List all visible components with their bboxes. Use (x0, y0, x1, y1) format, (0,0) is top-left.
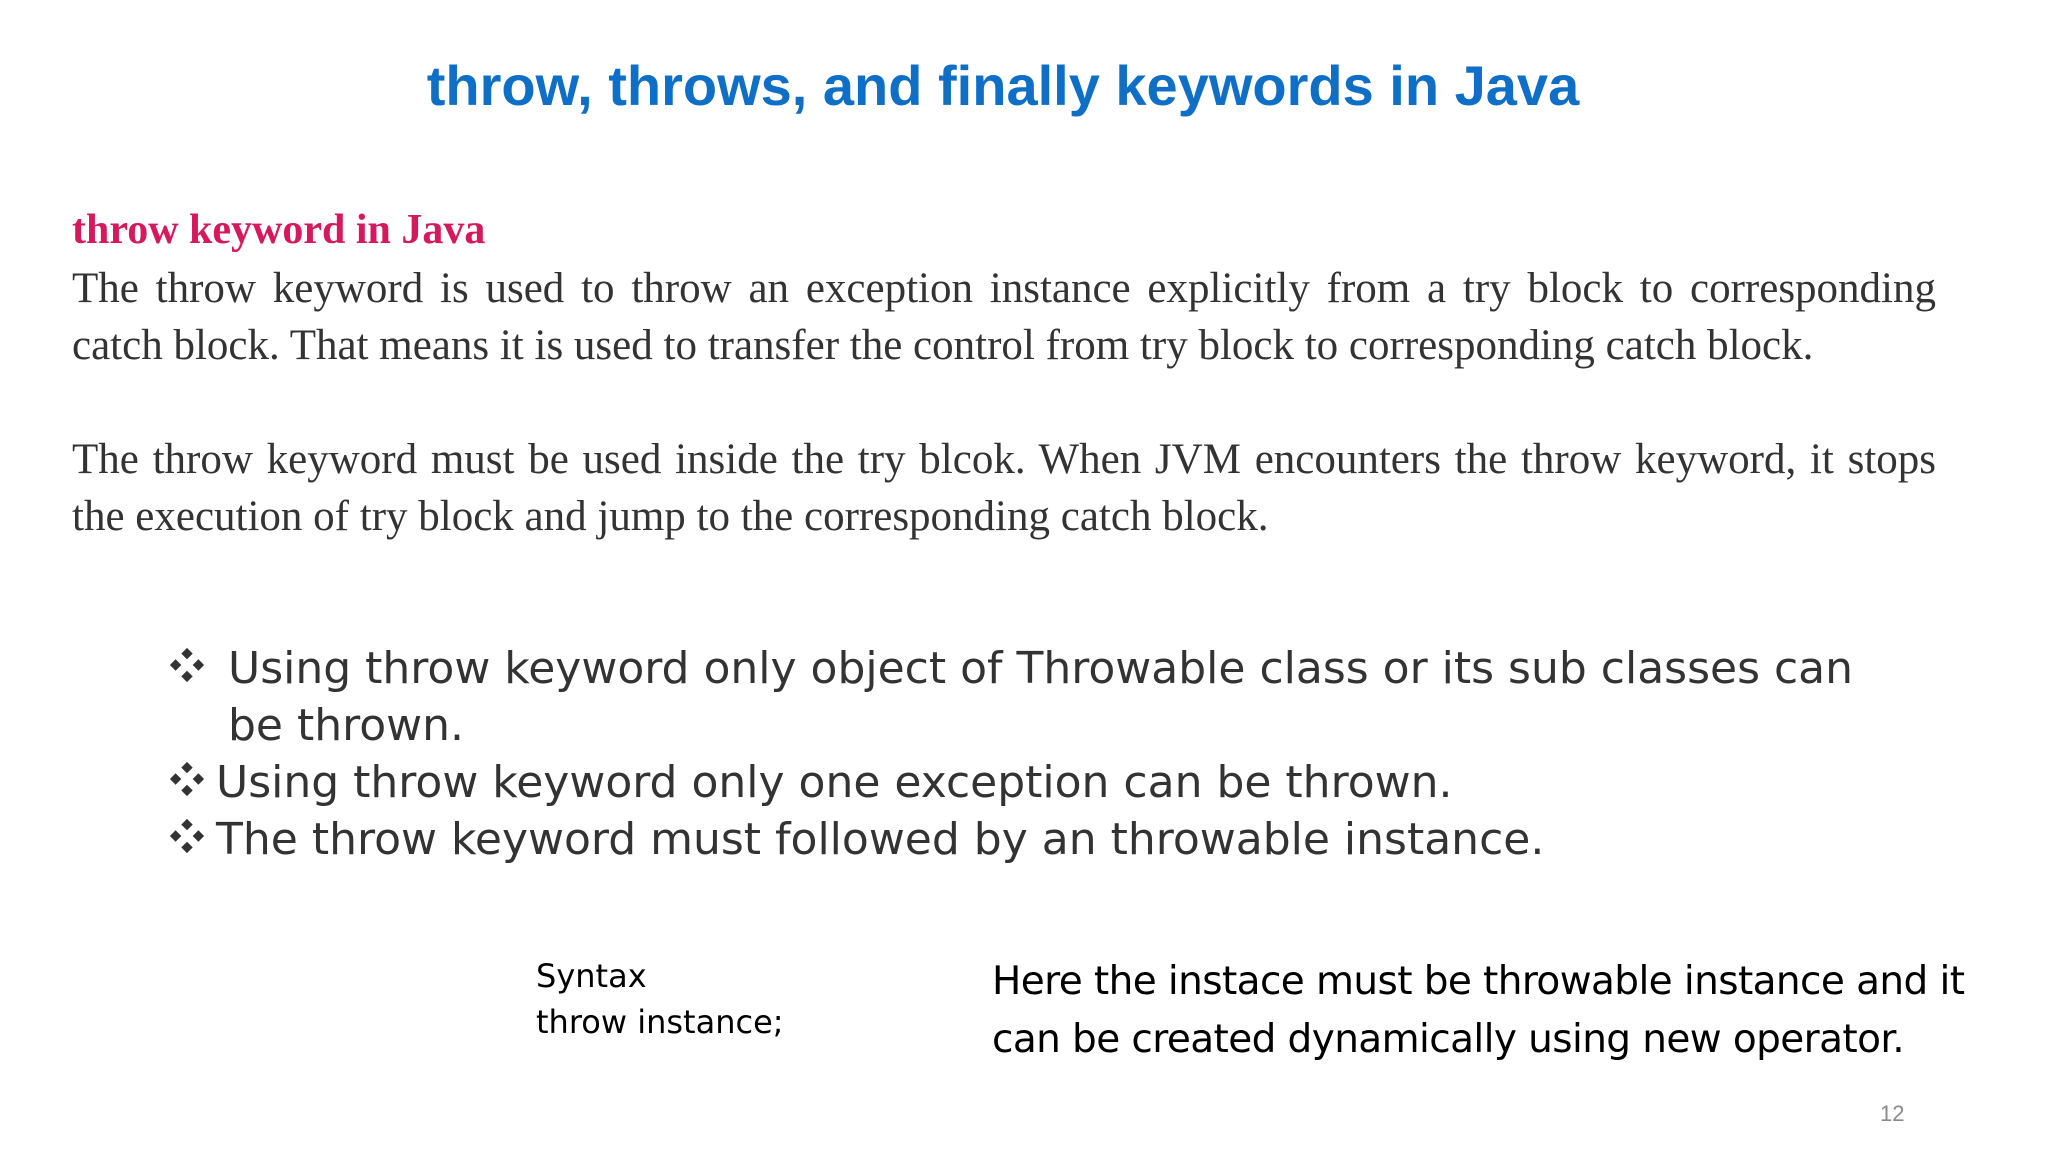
four-diamond-bullet-icon (168, 760, 206, 798)
list-item (168, 811, 1868, 868)
bullet-text: Using throw keyword only one exception can be thrown. (216, 757, 1453, 808)
bullet-text: The throw keyword must followed by an throwable instance. (216, 814, 1545, 865)
section-heading: throw keyword in Java (72, 207, 486, 253)
page-number: 12 (1880, 1101, 1905, 1126)
paragraph-1: The throw keyword is used to throw an exception instance explicitly from a try block to corresponding catch block. That means it is used to transfer the control from try block to corresponding catch block. (72, 265, 1936, 369)
slide-title: throw, throws, and finally keywords in Java (426, 54, 1580, 117)
syntax-box (536, 953, 784, 1045)
throw-keyword-section (72, 200, 1936, 545)
syntax-label: Syntax (536, 957, 647, 995)
list-item (168, 640, 1868, 754)
paragraph-2: The throw keyword must be used inside the try blcok. When JVM encounters the throw keyword, it stops the execution of try block and jump to the corresponding catch block. (72, 436, 1936, 540)
syntax-code: throw instance; (536, 1003, 784, 1041)
bullet-list (168, 640, 1868, 868)
four-diamond-bullet-icon (168, 646, 206, 684)
bullet-text: Using throw keyword only object of Throwable class or its sub classes can be thrown. (228, 643, 1854, 751)
four-diamond-bullet-icon (168, 817, 206, 855)
list-item (168, 754, 1868, 811)
syntax-note: Here the instace must be throwable instance and it can be created dynamically using new operator. (992, 959, 1965, 1062)
